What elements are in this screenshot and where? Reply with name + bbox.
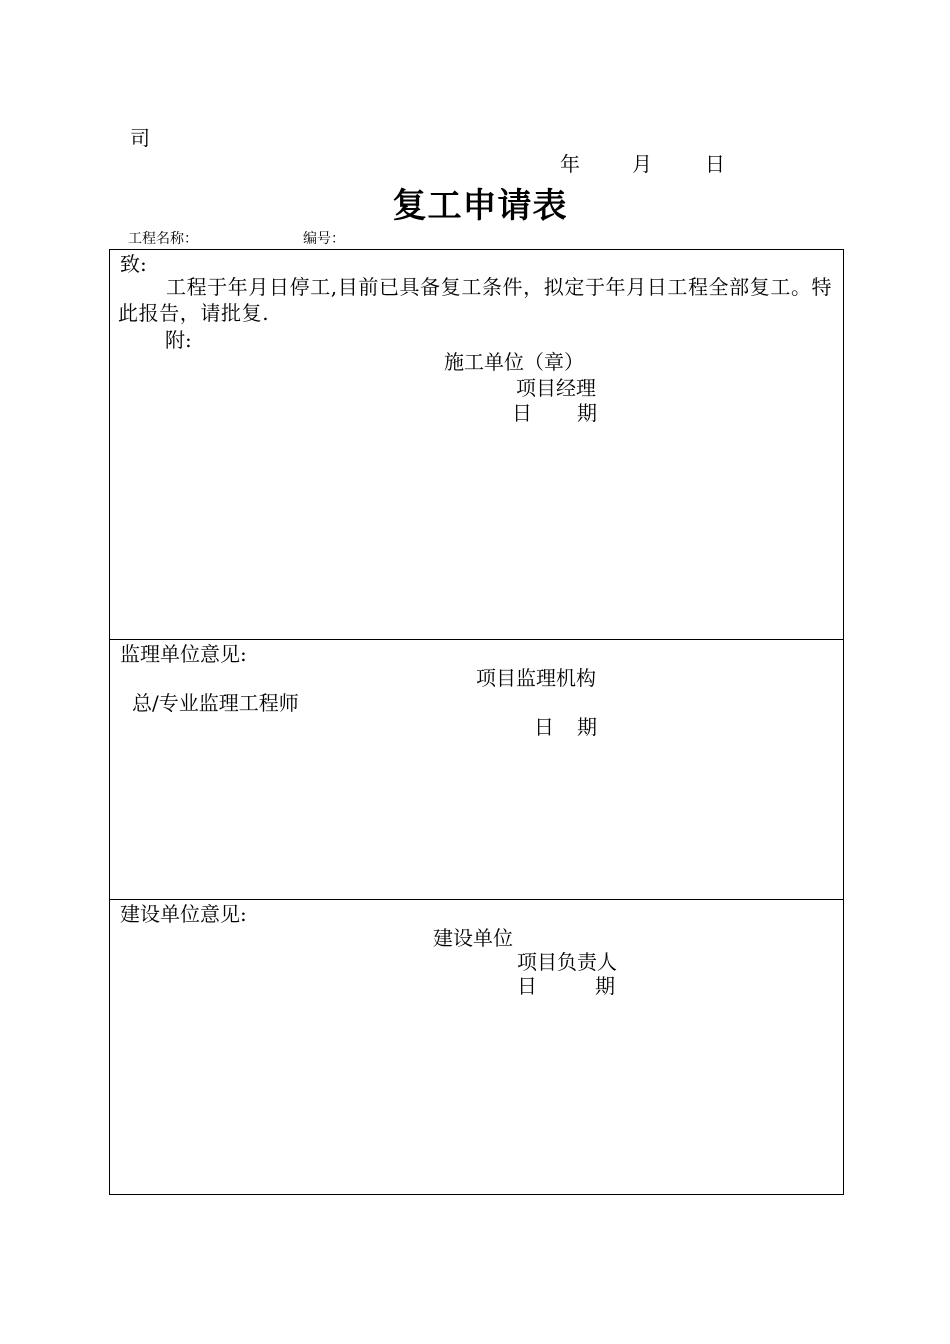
to-label: 致: xyxy=(120,252,147,276)
contractor-section xyxy=(110,250,843,640)
date-label-char-2: 期 xyxy=(577,401,597,425)
attachment-label: 附: xyxy=(165,328,192,352)
date-label-char-1: 日 xyxy=(512,401,532,425)
page-title: 复工申请表 xyxy=(392,186,568,226)
owner-org-label: 建设单位 xyxy=(433,926,513,950)
supervision-engineer-label: 总/专业监理工程师 xyxy=(132,691,299,715)
date-label-char-2: 期 xyxy=(595,974,615,998)
date-label-char-2: 期 xyxy=(577,715,597,739)
owner-opinion-heading: 建设单位意见: xyxy=(120,902,247,926)
supervisor-opinion-heading: 监理单位意见: xyxy=(120,642,247,666)
date-label-char-1: 日 xyxy=(534,715,554,739)
header-fragment: 司 xyxy=(130,126,150,150)
request-body: 工程于年月日停工,目前已具备复工条件，拟定于年月日工程全部复工。特此报告，请批复. xyxy=(118,275,833,325)
project-name-label: 工程名称： xyxy=(128,231,198,247)
application-form xyxy=(109,249,844,1195)
supervisor-section xyxy=(110,640,843,900)
owner-responsible-label: 项目负责人 xyxy=(517,950,617,974)
date-year-label: 年 xyxy=(560,152,580,176)
owner-section xyxy=(110,900,843,1196)
supervision-org-label: 项目监理机构 xyxy=(476,666,596,690)
number-label: 编号： xyxy=(303,231,345,247)
date-label-char-1: 日 xyxy=(517,974,537,998)
project-manager-label: 项目经理 xyxy=(516,376,596,400)
date-month-label: 月 xyxy=(632,152,652,176)
date-day-label: 日 xyxy=(705,152,725,176)
contractor-seal-label: 施工单位（章） xyxy=(444,350,584,374)
